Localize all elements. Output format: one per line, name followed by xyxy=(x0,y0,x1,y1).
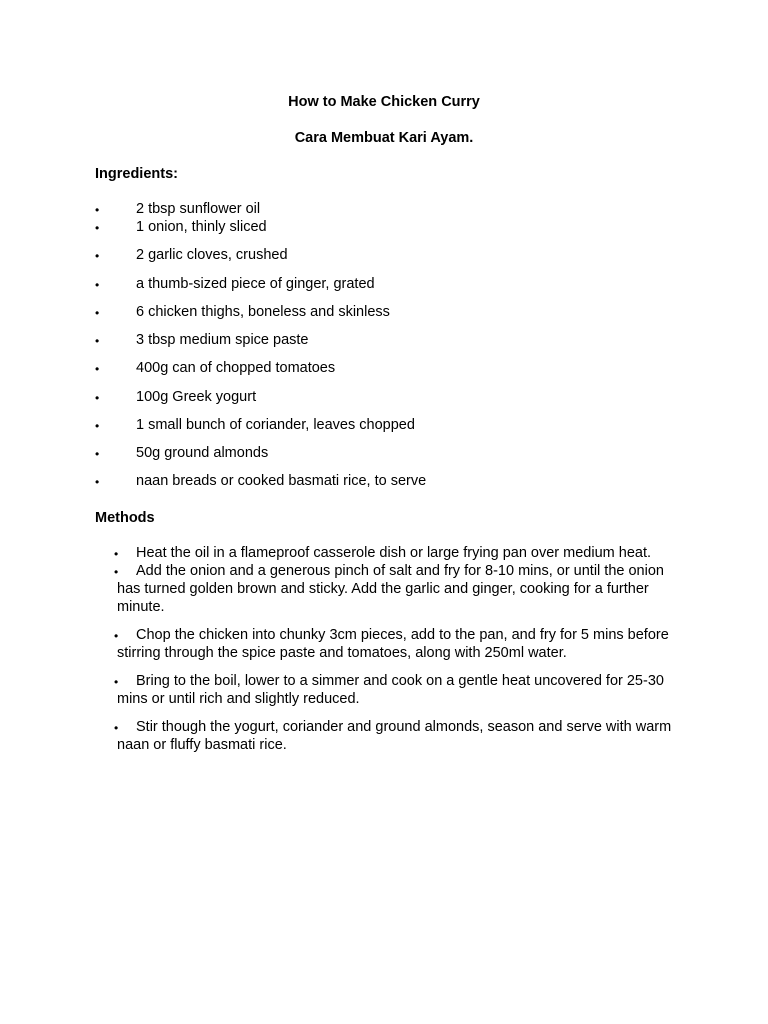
bullet-icon: • xyxy=(95,203,100,217)
ingredient-item xyxy=(0,388,426,406)
methods-list xyxy=(0,544,672,754)
bullet-icon: • xyxy=(95,447,100,461)
ingredient-text: naan breads or cooked basmati rice, to serve xyxy=(136,473,427,489)
ingredient-text: 2 garlic cloves, crushed xyxy=(136,247,288,263)
method-text: Heat the oil in a flameproof casserole dish or large frying pan over medium heat. xyxy=(136,545,652,561)
ingredient-text: 3 tbsp medium spice paste xyxy=(136,332,309,348)
ingredient-text: 100g Greek yogurt xyxy=(136,389,257,405)
ingredient-text: a thumb-sized piece of ginger, grated xyxy=(136,276,375,292)
ingredients-heading: Ingredients: xyxy=(95,166,178,182)
method-step xyxy=(0,626,672,662)
ingredient-text: 1 onion, thinly sliced xyxy=(136,219,267,235)
ingredients-list xyxy=(0,200,426,490)
ingredient-text: 50g ground almonds xyxy=(136,445,269,461)
document-subtitle: Cara Membuat Kari Ayam. xyxy=(294,130,474,146)
bullet-icon: • xyxy=(95,221,100,235)
bullet-icon: • xyxy=(114,629,119,643)
bullet-icon: • xyxy=(95,278,100,292)
ingredient-item xyxy=(0,472,426,490)
methods-heading: Methods xyxy=(95,510,155,526)
ingredient-text: 2 tbsp sunflower oil xyxy=(136,201,261,217)
method-step xyxy=(0,562,672,616)
bullet-icon: • xyxy=(114,565,119,579)
ingredient-item xyxy=(0,359,426,377)
ingredient-item xyxy=(0,303,426,321)
bullet-icon: • xyxy=(95,306,100,320)
ingredient-item xyxy=(0,331,426,349)
ingredient-item xyxy=(0,444,426,462)
bullet-icon: • xyxy=(95,475,100,489)
ingredient-text: 400g can of chopped tomatoes xyxy=(136,360,336,376)
ingredient-item xyxy=(0,246,426,264)
method-text: Stir though the yogurt, coriander and ground almonds, season and serve with warm naan or fluffy basmati rice. xyxy=(117,719,672,753)
bullet-icon: • xyxy=(95,391,100,405)
ingredient-item xyxy=(0,416,426,434)
method-text: Chop the chicken into chunky 3cm pieces, add to the pan, and fry for 5 mins before stirring through the spice paste and tomatoes, along with 250ml water. xyxy=(117,627,669,661)
bullet-icon: • xyxy=(114,721,119,735)
ingredient-item xyxy=(0,218,426,236)
document-title: How to Make Chicken Curry xyxy=(288,94,480,110)
bullet-icon: • xyxy=(114,547,119,561)
method-step xyxy=(0,718,672,754)
method-step xyxy=(0,672,672,708)
method-text: Add the onion and a generous pinch of salt and fry for 8-10 mins, or until the onion has turned golden brown and sticky. Add the garlic and ginger, cooking for a further minute. xyxy=(117,563,664,615)
ingredient-text: 1 small bunch of coriander, leaves chopped xyxy=(136,417,415,433)
bullet-icon: • xyxy=(95,362,100,376)
bullet-icon: • xyxy=(114,675,119,689)
method-step xyxy=(0,544,672,562)
ingredient-text: 6 chicken thighs, boneless and skinless xyxy=(136,304,390,320)
ingredient-item xyxy=(0,200,426,218)
ingredient-item xyxy=(0,275,426,293)
bullet-icon: • xyxy=(95,419,100,433)
bullet-icon: • xyxy=(95,334,100,348)
method-text: Bring to the boil, lower to a simmer and cook on a gentle heat uncovered for 25-30 mins or until rich and slightly reduced. xyxy=(117,673,664,707)
bullet-icon: • xyxy=(95,249,100,263)
